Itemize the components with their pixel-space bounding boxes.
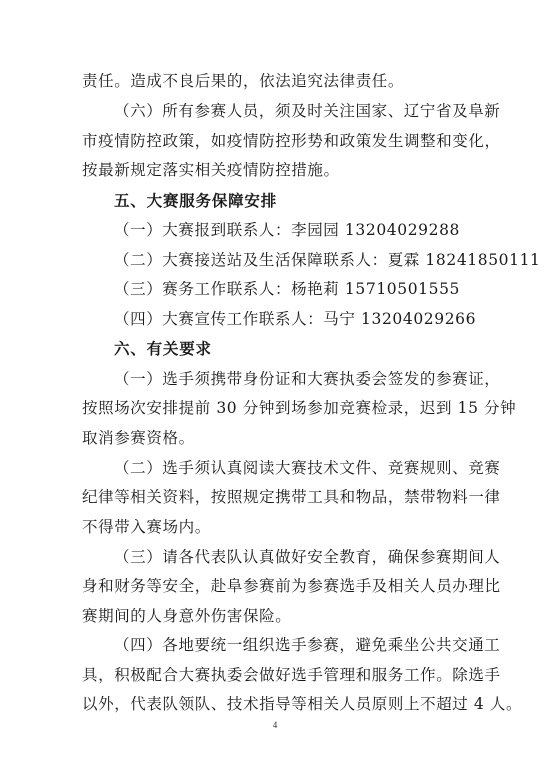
page-number: 4: [272, 720, 278, 730]
requirement-1-line-3: 取消参赛资格。: [82, 429, 195, 447]
section-heading-requirements: 六、有关要求: [114, 340, 212, 358]
requirement-3-line-2: 身和财务等安全，赴阜参赛前为参赛选手及相关人员办理比: [82, 577, 501, 595]
requirement-3-line-1: （三）请各代表队认真做好安全教育，确保参赛期间人: [114, 548, 501, 566]
contact-registration: （一）大赛报到联系人：李园园 13204029288: [114, 221, 461, 239]
contact-transport: （二）大赛接送站及生活保障联系人：夏霖 18241850111: [114, 251, 541, 269]
paragraph-liability-line-1: 责任。造成不良后果的，依法追究法律责任。: [82, 72, 405, 90]
requirement-1-line-2: 按照场次安排提前 30 分钟到场参加竞赛检录，迟到 15 分钟: [82, 399, 517, 417]
requirement-1-line-1: （一）选手须携带身份证和大赛执委会签发的参赛证，: [114, 370, 501, 388]
section-heading-services: 五、大赛服务保障安排: [114, 192, 278, 210]
paragraph-epidemic-line-3: 按最新规定落实相关疫情防控措施。: [82, 161, 340, 179]
requirement-2-line-3: 不得带入赛场内。: [82, 518, 211, 536]
contact-publicity: （四）大赛宣传工作联系人：马宁 13204029266: [114, 310, 477, 328]
paragraph-epidemic-line-1: （六）所有参赛人员，须及时关注国家、辽宁省及阜新: [114, 102, 501, 120]
requirement-2-line-1: （二）选手须认真阅读大赛技术文件、竞赛规则、竞赛: [114, 459, 501, 477]
requirement-4-line-2: 具，积极配合大赛执委会做好选手管理和服务工作。除选手: [82, 666, 501, 684]
requirement-3-line-3: 赛期间的人身意外伤害保险。: [82, 607, 292, 625]
requirement-2-line-2: 纪律等相关资料，按照规定携带工具和物品，禁带物料一律: [82, 488, 501, 506]
paragraph-epidemic-line-2: 市疫情防控政策，如疫情防控形势和政策发生调整和变化，: [82, 132, 501, 150]
requirement-4-line-1: （四）各地要统一组织选手参赛，避免乘坐公共交通工: [114, 636, 501, 654]
requirement-4-line-3: 以外，代表队领队、技术指导等相关人员原则上不超过 4 人。: [82, 695, 523, 713]
contact-affairs: （三）赛务工作联系人：杨艳莉 15710501555: [114, 280, 461, 298]
